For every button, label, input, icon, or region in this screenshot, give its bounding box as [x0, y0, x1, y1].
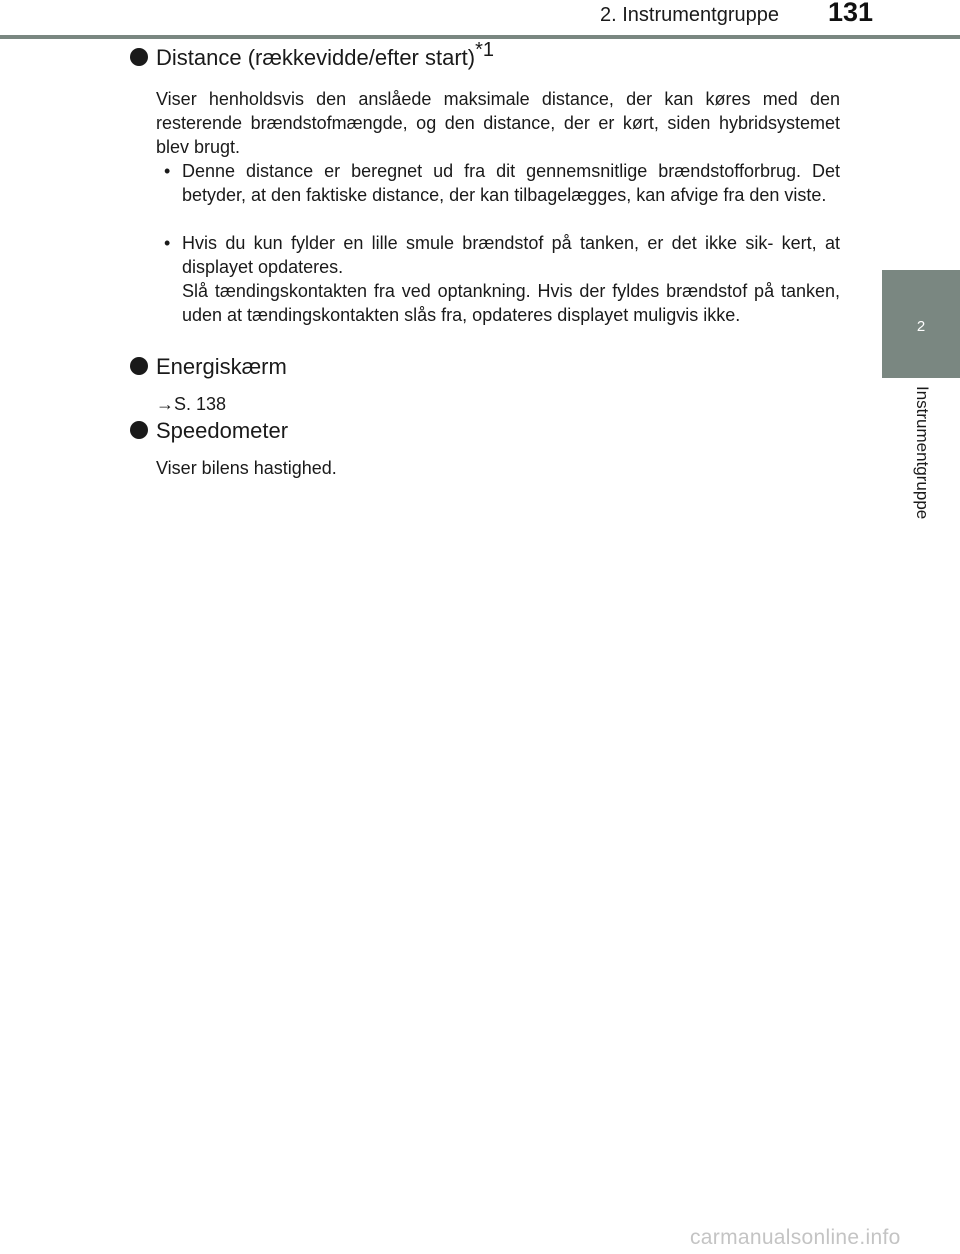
list-item-text: Denne distance er beregnet ud fra dit gennemsnitlige brændstofforbrug. Det betyder, at den faktiske distance, der kan tilbagelægges, kan afvige fra den viste.	[182, 161, 840, 205]
chapter-side-label: Instrumentgruppe	[913, 386, 932, 520]
section-heading-energy-screen	[130, 354, 287, 380]
section-heading-speedometer	[130, 418, 288, 444]
list-bullet-marker: •	[164, 161, 171, 181]
footnote-marker: *1	[475, 39, 495, 61]
section-heading-text: Distance (rækkevidde/efter start)	[156, 45, 476, 70]
section-heading-text: Speedometer	[156, 418, 289, 443]
running-header-title: 2. Instrumentgruppe	[600, 4, 779, 26]
list-item	[156, 159, 840, 207]
watermark-text: carmanualsonline.info	[690, 1226, 901, 1249]
chapter-tab	[882, 270, 960, 378]
bullet-circle-icon	[130, 48, 148, 66]
list-bullet-marker: •	[164, 233, 171, 253]
chapter-tab-number: 2	[916, 318, 926, 335]
section-paragraph-distance: Viser henholdsvis den anslåede maksimale distance, der kan køres med den resterende brændstofmængde, og den distance, der er kørt, siden hybridsystemet blev brugt.	[156, 89, 840, 157]
section-paragraph-speedometer: Viser bilens hastighed.	[156, 458, 337, 478]
page-reference-link[interactable]: S. 138	[174, 394, 227, 414]
arrow-right-icon: →	[156, 394, 174, 414]
bullet-circle-icon	[130, 357, 148, 375]
list-item-text: Hvis du kun fylder en lille smule brændstof på tanken, er det ikke sik- kert, at displayet opdateres.	[182, 233, 840, 277]
section-heading-distance	[130, 39, 495, 71]
list-item	[156, 231, 840, 327]
section-heading-text: Energiskærm	[156, 354, 287, 379]
bullet-circle-icon	[130, 421, 148, 439]
page-reference	[156, 392, 226, 416]
page-number: 131	[828, 0, 874, 27]
list-item-extra-text: Slå tændingskontakten fra ved optankning. Hvis der fyldes brændstof på tanken, uden at tændingskontakten slås fra, opdateres displayet muligvis ikke.	[182, 281, 840, 325]
